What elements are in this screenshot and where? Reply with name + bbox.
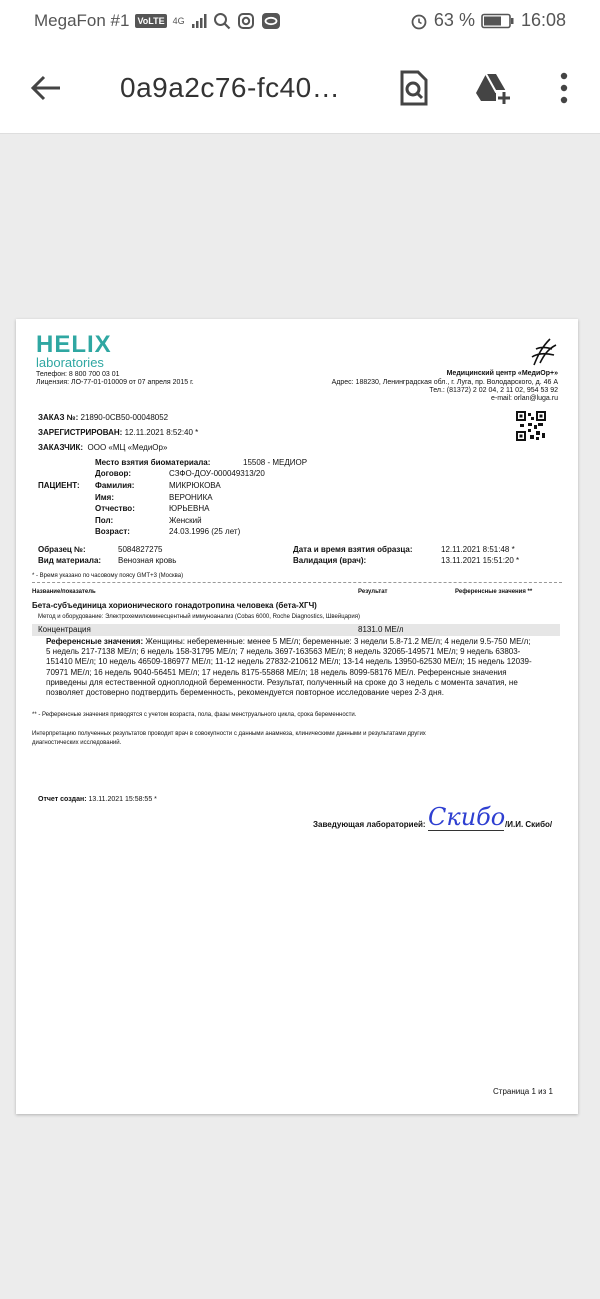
patient-field-value: МИКРЮКОВА [169, 481, 221, 490]
sample-label: Образец №: [38, 545, 86, 554]
patient-field-label: Договор: [95, 469, 132, 478]
column-header-name: Название/показатель [32, 589, 96, 595]
document-viewer[interactable] [0, 134, 600, 1299]
reference-values [46, 637, 536, 698]
drive-add-icon[interactable] [472, 68, 512, 108]
head-lab-label: Заведующая лабораторией: [313, 820, 426, 829]
patient-field-label: Отчество: [95, 504, 135, 513]
material-value: Венозная кровь [118, 556, 177, 565]
order-label: ЗАКАЗ №: [38, 413, 79, 422]
signature: Скибо [428, 803, 506, 831]
reference-text: Женщины: небеременные: менее 5 МЕ/л; беременные: 3 недели 5.8-71.2 МЕ/л; 4 недели 9.5-750 МЕ/л; 5 недель 217-7138 МЕ/л; 6 недель 158-31795 МЕ/л; 7 недель 3697-163563 МЕ/л; 8 недель 32065-149571 МЕ/л; 9 недель 63803-151410 МЕ/л; 10 недель 46509-186977 МЕ/л; 11-12 недель 27832-210612 МЕ/л; 13-14 недель 13950-62530 МЕ/л; 15 недель 12039-70971 МЕ/л; 16 недель 9040-56451 МЕ/л; 17 недель 8175-55868 МЕ/л; 18 недель 8099-58176 МЕ/л. [46, 637, 532, 677]
instagram-icon [237, 12, 255, 30]
report-created-label: Отчет создан: [38, 796, 87, 803]
search-icon [213, 12, 231, 30]
customer-value: ООО «МЦ «МедиОр» [87, 443, 168, 452]
alarm-icon [410, 12, 428, 30]
patient-field-value: Женский [169, 516, 202, 525]
concentration-value: 8131.0 МЕ/л [358, 625, 404, 634]
medcenter-address: Адрес: 188230, Ленинградская обл., г. Луга, пр. Володарского, д. 46 А [331, 379, 558, 386]
sample-date-label: Дата и время взятия образца: [293, 545, 413, 554]
helix-logo: HELIX [36, 331, 112, 358]
carrier-name: MegaFon #1 [34, 11, 130, 30]
patient-field-value: ВЕРОНИКА [169, 493, 213, 502]
lab-phone: Телефон: 8 800 700 03 01 [36, 371, 120, 378]
sample-value: 5084827275 [118, 545, 163, 554]
column-header-ref: Референсные значения ** [455, 589, 533, 595]
network-type: 4G [172, 15, 185, 26]
registered-label: ЗАРЕГИСТРИРОВАН: [38, 428, 123, 437]
app-bar [0, 42, 600, 134]
medcenter-email: e-mail: orlan@luga.ru [490, 395, 558, 402]
medcenter-name: Медицинский центр «МедиОр+» [446, 370, 558, 377]
patient-field-label: Фамилия: [95, 481, 135, 490]
sample-date-value: 12.11.2021 8:51:48 * [441, 545, 515, 554]
concentration-row [32, 624, 560, 636]
battery-icon [481, 13, 515, 29]
interpretation-note: Интерпретацию полученных результатов проводит врач в совокупности с данными анамнеза, клиническими данными и результатами других [32, 731, 426, 737]
search-document-icon[interactable] [394, 68, 434, 108]
patient-label: ПАЦИЕНТ: [38, 481, 80, 490]
medior-logo-icon [528, 335, 558, 369]
more-vert-icon[interactable] [544, 68, 584, 108]
validation-label: Валидация (врач): [293, 556, 367, 565]
status-left [34, 11, 281, 31]
medcenter-phone: Тел.: (81372) 2 02 04, 2 11 02, 954 53 92 [429, 387, 558, 394]
signature-line [428, 830, 504, 831]
patient-field-label: Имя: [95, 493, 114, 502]
back-arrow-icon[interactable] [28, 70, 64, 106]
head-lab-name: /И.И. Скибо/ [505, 820, 553, 829]
lab-license: Лицензия: ЛО-77-01-010009 от 07 апреля 2015 г. [36, 379, 194, 386]
reference-title: Референсные значения: [46, 637, 144, 646]
app-icon [261, 12, 281, 30]
patient-field-value: ЮРЬЕВНА [169, 504, 210, 513]
page-number: Страница 1 из 1 [493, 1087, 553, 1096]
concentration-label: Концентрация [38, 625, 91, 634]
timezone-note: * - Время указано по часовому поясу GMT+3 (Москва) [32, 573, 184, 579]
patient-field-label: Пол: [95, 516, 114, 525]
signal-icon [191, 13, 207, 29]
reference-footnote: ** - Референсные значения приводятся с учетом возраста, пола, фазы менструального цикла, срока беременности. [32, 712, 357, 718]
divider [32, 582, 562, 583]
clock: 16:08 [520, 10, 566, 30]
status-right [410, 10, 566, 31]
helix-logo-subtext: laboratories [36, 355, 104, 370]
interpretation-note: диагностических исследований. [32, 740, 122, 746]
order-value: 21890-0CB50-00048052 [80, 413, 169, 422]
test-title: Бета-субъединица хорионического гонадотропина человека (бета-ХГЧ) [32, 601, 317, 610]
qr-code-icon [516, 411, 546, 441]
patient-field-label: Место взятия биоматериала: [95, 458, 211, 467]
registered-value: 12.11.2021 8:52:40 * [124, 428, 199, 437]
reference-note: Референсные значения приведены для естественной одноплодной беременности. Результат, полученный на сроке до 3 недель с момента зачатия, не позволяет достоверно подтвердить беременность, рекомендуется повторное исследование через 2-3 дня. [46, 667, 518, 698]
patient-field-value: СЗФО-ДОУ-000049313/20 [169, 469, 265, 478]
status-bar [0, 0, 600, 42]
column-header-result: Результат [358, 589, 388, 595]
patient-field-value: 15508 - МЕДИОР [243, 458, 308, 467]
volte-badge: VoLTE [137, 16, 165, 26]
document-title: 0a9a2c76-fc40… [120, 72, 341, 103]
material-label: Вид материала: [38, 556, 102, 565]
patient-field-value: 24.03.1996 (25 лет) [169, 527, 241, 536]
validation-value: 13.11.2021 15:51:20 * [441, 556, 520, 565]
battery-percent: 63 % [433, 10, 475, 30]
document-page [16, 319, 578, 1114]
patient-field-label: Возраст: [95, 527, 130, 536]
report-created-value: 13.11.2021 15:58:55 * [88, 796, 157, 803]
test-method: Метод и оборудование: Электрохемилюминесцентный иммуноанализ (Cobas 6000, Roche Diagnostics, Швейцария) [38, 614, 360, 620]
customer-label: ЗАКАЗЧИК: [38, 443, 84, 452]
